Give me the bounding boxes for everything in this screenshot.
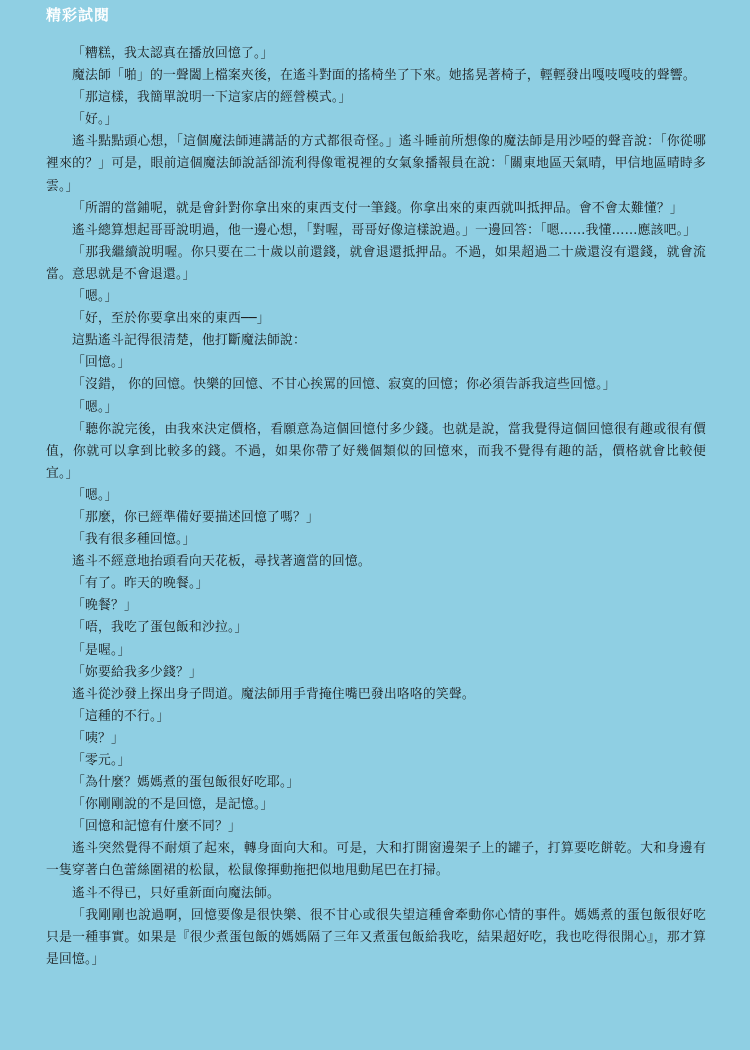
paragraph: 「嗯。」 <box>72 289 118 305</box>
section-header: 精彩試閱 <box>46 6 111 24</box>
excerpt-body <box>46 43 706 971</box>
paragraph: 遙斗點點頭心想，「這個魔法師連講話的方式都很奇怪。」遙斗睡前所想像的魔法師是用沙啞的聲音說：「你從哪裡來的？」可是，眼前這個魔法師說話卻流利得像電視裡的女氣象播報員在說：「關東地區天氣晴，甲信地區晴時多雲。」 <box>46 134 706 194</box>
paragraph: 「好，至於你要拿出來的東西──」 <box>72 311 270 327</box>
paragraph: 遙斗不經意地抬頭看向天花板，尋找著適當的回憶。 <box>72 554 371 570</box>
paragraph: 「好。」 <box>72 112 118 128</box>
paragraph: 遙斗從沙發上探出身子問道。魔法師用手背掩住嘴巴發出咯咯的笑聲。 <box>72 686 475 702</box>
paragraph: 「那麼，你已經準備好要描述回憶了嗎？」 <box>72 509 319 525</box>
paragraph: 「回憶和記憶有什麼不同？」 <box>72 819 241 835</box>
paragraph: 「嗯。」 <box>72 487 118 503</box>
paragraph: 遙斗總算想起哥哥說明過，他一邊心想，「對喔，哥哥好像這樣說過。」一邊回答：「嗯……我懂……應該吧。」 <box>72 222 697 238</box>
paragraph: 「咦？」 <box>72 730 124 746</box>
paragraph: 「那這樣，我簡單說明一下這家店的經營模式。」 <box>72 90 352 106</box>
paragraph: 「聽你說完後，由我來決定價格，看願意為這個回憶付多少錢。也就是說，當我覺得這個回憶很有趣或很有價值，你就可以拿到比較多的錢。不過，如果你帶了好幾個類似的回憶來，而我不覺得有趣的話，價格就會比較便宜。」 <box>46 421 706 481</box>
paragraph: 「你剛剛說的不是回憶，是記憶。」 <box>72 797 274 813</box>
paragraph: 「嗯。」 <box>72 399 118 415</box>
paragraph: 「糟糕，我太認真在播放回憶了。」 <box>72 46 274 61</box>
paragraph: 「唔，我吃了蛋包飯和沙拉。」 <box>72 620 248 636</box>
paragraph: 「晚餐？」 <box>72 598 137 614</box>
paragraph: 魔法師「啪」的一聲闔上檔案夾後，在遙斗對面的搖椅坐了下來。她搖晃著椅子，輕輕發出嘎吱嘎吱的聲響。 <box>72 68 696 84</box>
paragraph: 「是喔。」 <box>72 642 131 658</box>
paragraph: 「妳要給我多少錢？」 <box>72 664 202 680</box>
paragraph: 「這種的不行。」 <box>72 708 170 724</box>
paragraph: 遙斗不得已，只好重新面向魔法師。 <box>72 885 280 901</box>
paragraph: 「有了。昨天的晚餐。」 <box>72 576 209 592</box>
paragraph: 「沒錯， 你的回憶。快樂的回憶、不甘心挨罵的回憶、寂寞的回憶；你必須告訴我這些回憶。」 <box>72 377 616 393</box>
paragraph: 「我有很多種回憶。」 <box>72 532 196 548</box>
paragraph: 「為什麼？媽媽煮的蛋包飯很好吃耶。」 <box>72 775 300 791</box>
paragraph: 「零元。」 <box>72 753 131 768</box>
paragraph: 「所謂的當鋪呢，就是會針對你拿出來的東西支付一筆錢。你拿出來的東西就叫抵押品。會不會太難懂？」 <box>72 200 683 216</box>
paragraph: 「回憶。」 <box>72 355 131 371</box>
paragraph: 這點遙斗記得很清楚，他打斷魔法師說： <box>72 333 306 349</box>
paragraph: 「我剛剛也說過啊，回憶要像是很快樂、很不甘心或很失望這種會牽動你心情的事件。媽媽煮的蛋包飯很好吃只是一種事實。如果是『很少煮蛋包飯的媽媽隔了三年又煮蛋包飯給我吃，結果超好吃，我也吃得很開心』，那才算是回憶。」 <box>46 907 706 967</box>
paragraph: 「那我繼續說明喔。你只要在二十歲以前還錢，就會退還抵押品。不過，如果超過二十歲還沒有還錢，就會流當。意思就是不會退還。」 <box>46 244 706 282</box>
paragraph: 遙斗突然覺得不耐煩了起來，轉身面向大和。可是，大和打開窗邊架子上的罐子，打算要吃餅乾。大和身邊有一隻穿著白色蕾絲圍裙的松鼠，松鼠像揮動拖把似地甩動尾巴在打掃。 <box>46 841 706 879</box>
